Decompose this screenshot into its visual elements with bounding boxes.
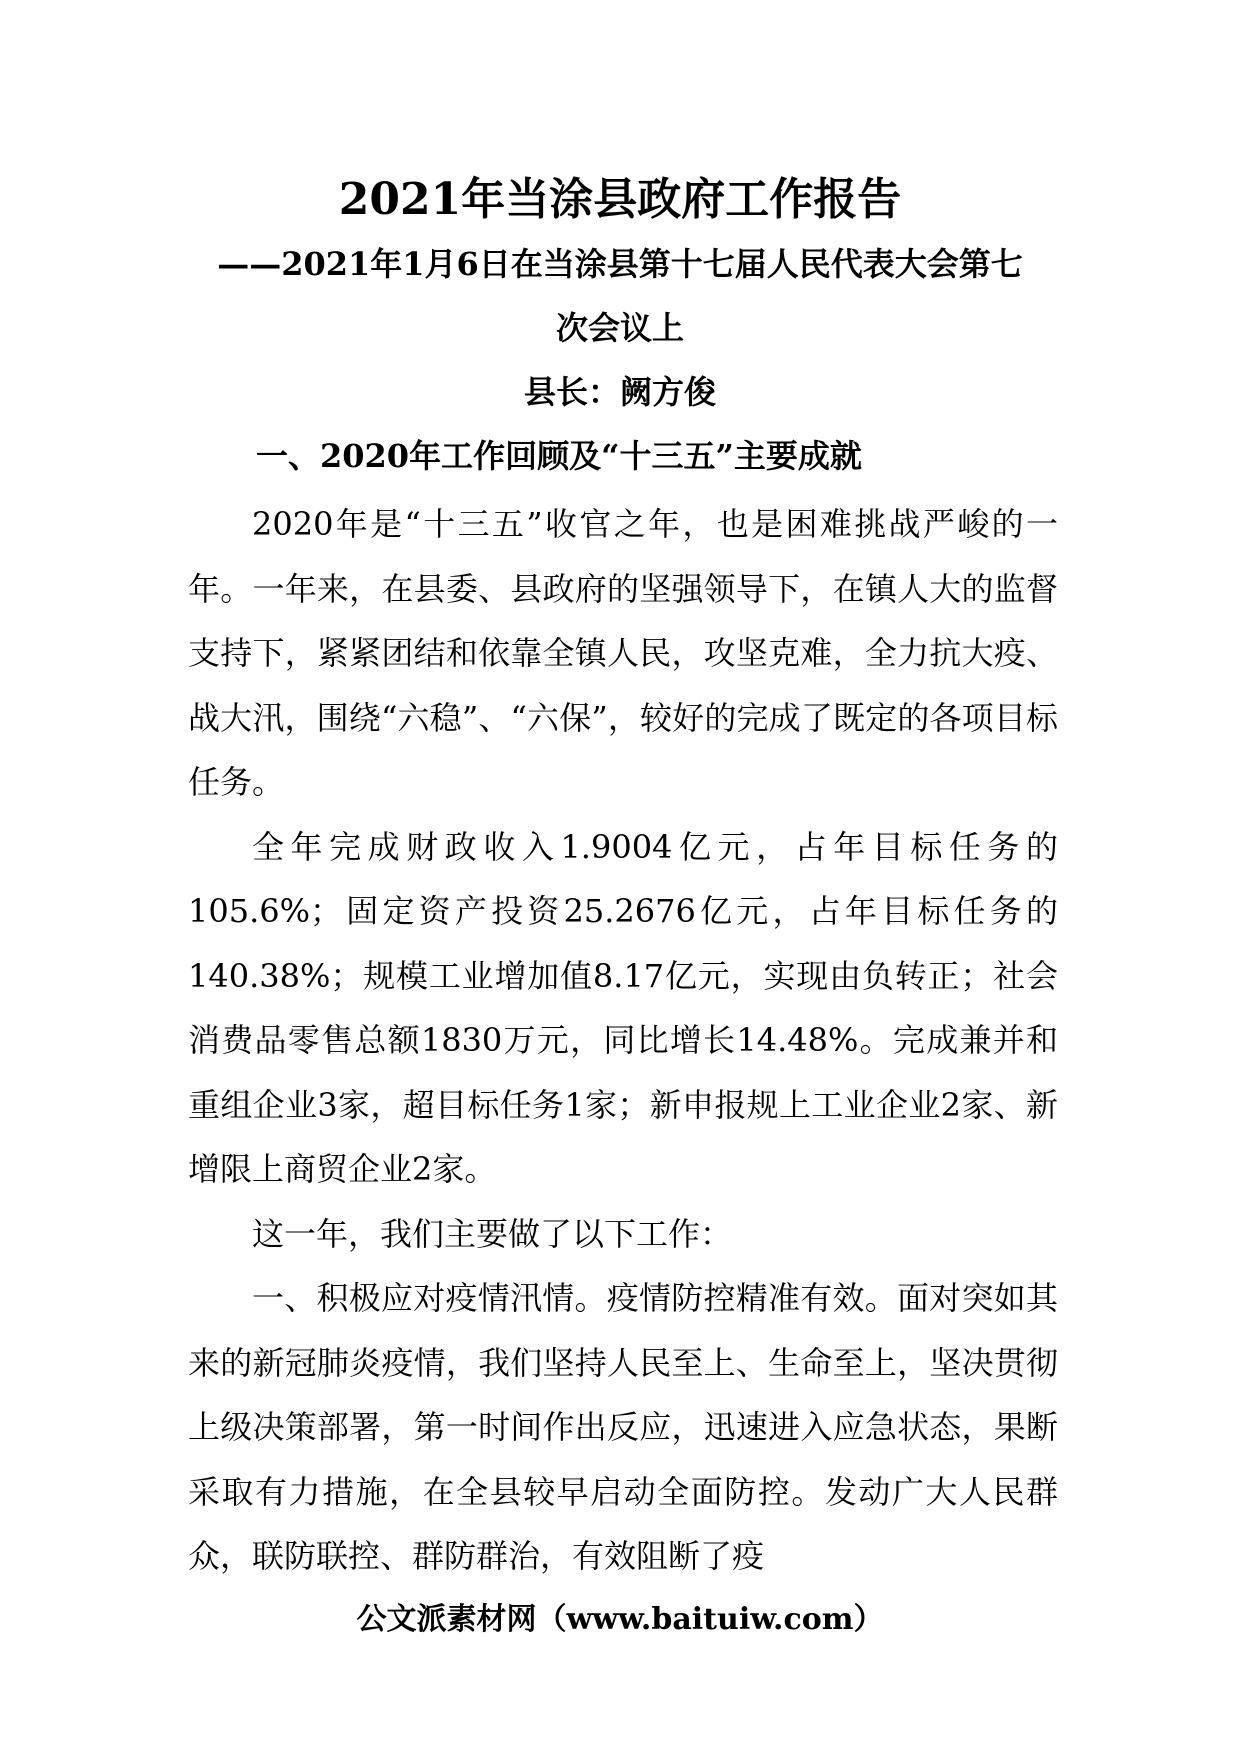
document-title: 2021年当涂县政府工作报告 — [338, 174, 902, 225]
paragraph: 这一年，我们主要做了以下工作： — [252, 1214, 733, 1253]
footer-watermark: 公文派素材网（www.baituiw.com） — [356, 1602, 884, 1637]
document-subtitle-line1: ——2021年1月6日在当涂县第十七届人民代表大会第七 — [217, 245, 1023, 283]
document-body — [188, 492, 1058, 1589]
document-author: 县长：阙方俊 — [523, 373, 716, 411]
paragraph: 2020年是“十三五”收官之年，也是困难挑战严峻的一年。一年来，在县委、县政府的坚强领导下，在镇人大的监督支持下，紧紧团结和依靠全镇人民，攻坚克难，全力抗大疫、战大汛，围绕“六稳”、“六保”，较好的完成了既定的各项目标任务。 — [188, 505, 1058, 801]
paragraph: 一、积极应对疫情汛情。疫情防控精准有效。面对突如其来的新冠肺炎疫情，我们坚持人民至上、生命至上，坚决贯彻上级决策部署，第一时间作出反应，迅速进入应急状态，果断采取有力措施，在全县较早启动全面防控。发动广大人民群众，联防联控、群防群治，有效阻断了疫 — [188, 1279, 1058, 1575]
paragraph: 全年完成财政收入1.9004亿元，占年目标任务的105.6%；固定资产投资25.2676亿元，占年目标任务的140.38%；规模工业增加值8.17亿元，实现由负转正；社会消费品零售总额1830万元，同比增长14.48%。完成兼并和重组企业3家，超目标任务1家；新申报规上工业企业2家、新增限上商贸企业2家。 — [188, 827, 1058, 1188]
section-heading: 一、2020年工作回顾及“十三五”主要成就 — [256, 437, 862, 475]
document-subtitle-line2: 次会议上 — [555, 309, 684, 347]
